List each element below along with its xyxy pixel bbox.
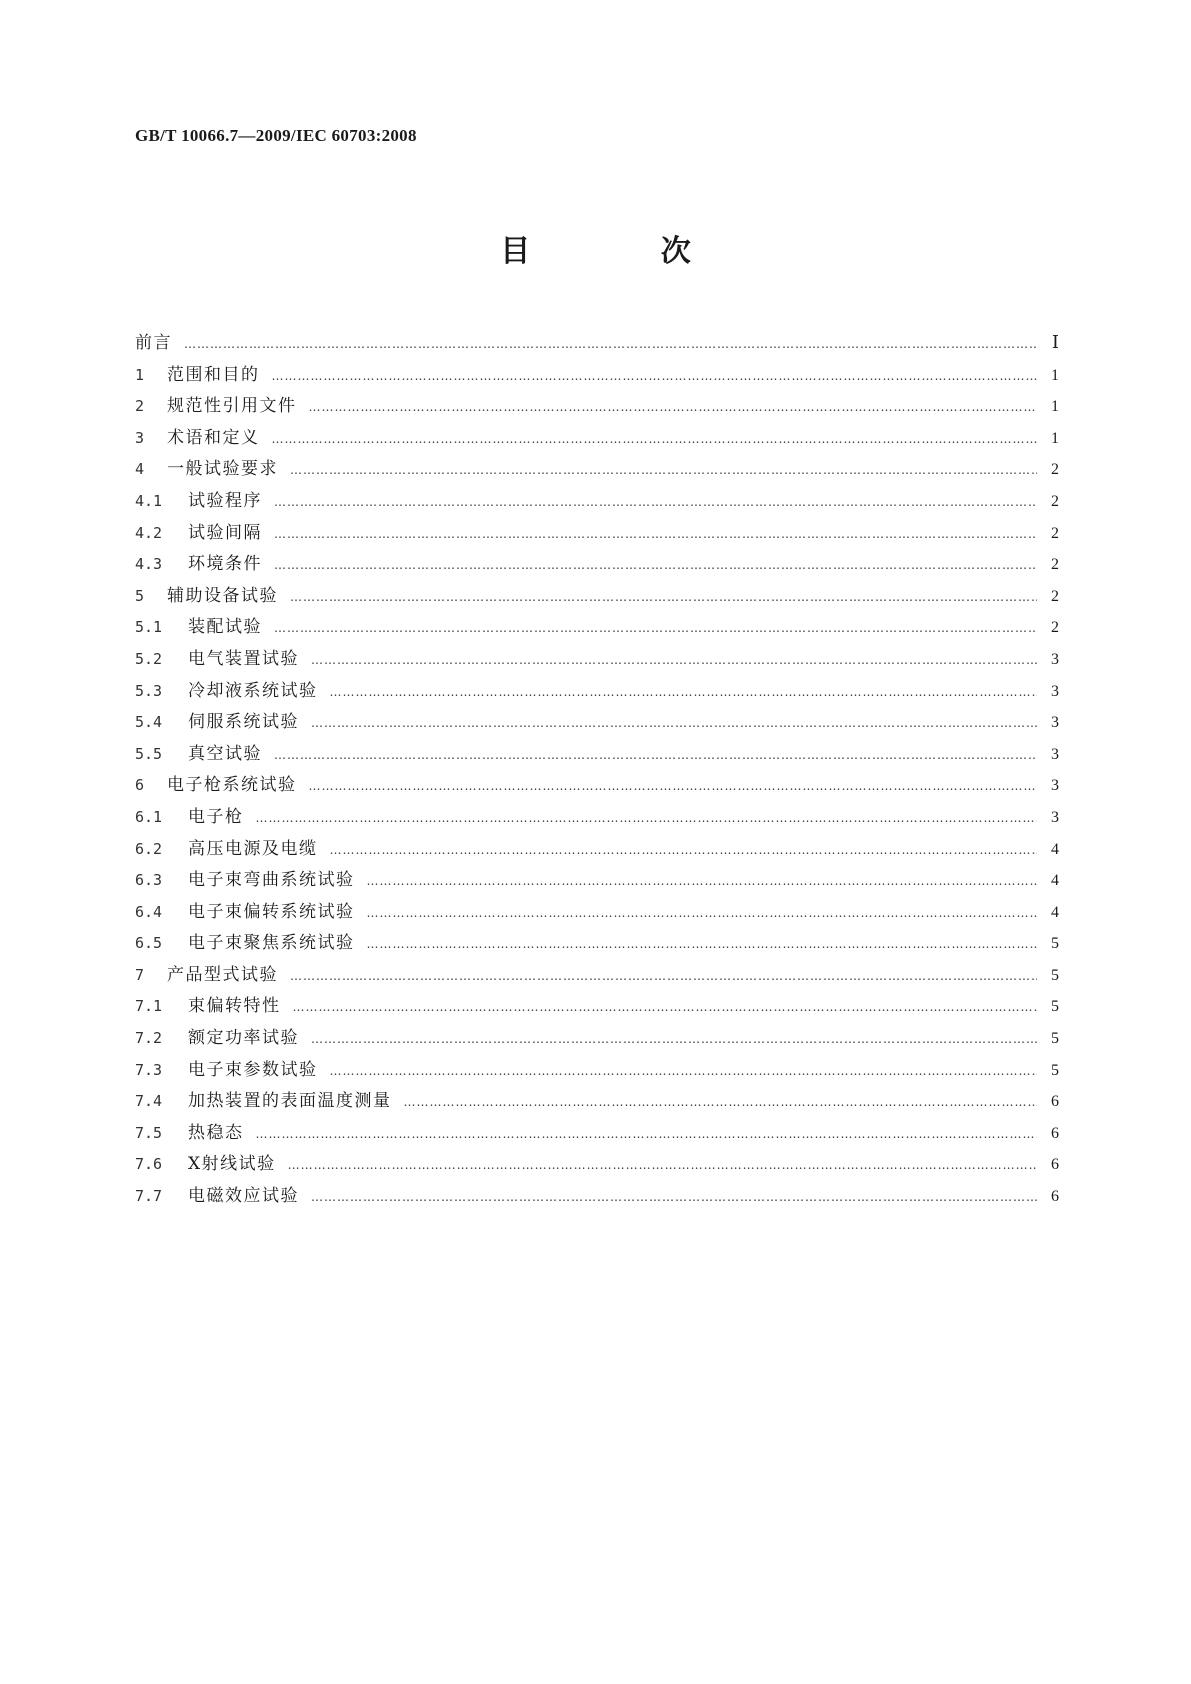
toc-entry-number: 6.3 — [135, 871, 163, 890]
toc-entry-page: 3 — [1051, 682, 1059, 700]
toc-entry-label: 电子枪系统试验 — [167, 775, 297, 796]
toc-entry-number: 7.2 — [135, 1029, 163, 1048]
toc-dot-leader — [184, 337, 1037, 351]
toc-dot-leader — [272, 432, 1038, 446]
toc-entry-label: 电磁效应试验 — [188, 1186, 299, 1207]
toc-entry-label: 环境条件 — [188, 554, 262, 575]
toc-entry-page: 5 — [1051, 935, 1059, 953]
toc-entry-page: 1 — [1051, 398, 1059, 416]
toc-entry-number: 6.2 — [135, 839, 163, 858]
toc-entry-label: 规范性引用文件 — [167, 396, 297, 417]
toc-entry-page: 6 — [1051, 1124, 1059, 1142]
toc-entry-number: 5.1 — [135, 618, 163, 637]
toc-entry-label: 电子束偏转系统试验 — [188, 901, 355, 922]
toc-entry-number: 7.3 — [135, 1060, 163, 1079]
toc-entry[interactable] — [135, 486, 1059, 518]
toc-entry-label: 辅助设备试验 — [167, 585, 278, 606]
toc-dot-leader — [290, 590, 1037, 604]
toc-entry[interactable] — [135, 865, 1059, 897]
toc-dot-leader — [274, 748, 1037, 762]
toc-entry[interactable] — [135, 1181, 1059, 1213]
toc-entry-page: 2 — [1051, 461, 1059, 479]
toc-entry[interactable] — [135, 707, 1059, 739]
toc-entry[interactable] — [135, 423, 1059, 455]
toc-entry[interactable] — [135, 802, 1059, 834]
toc-entry[interactable] — [135, 676, 1059, 708]
toc-entry[interactable] — [135, 1055, 1059, 1087]
toc-dot-leader — [274, 621, 1037, 635]
toc-dot-leader — [311, 1190, 1037, 1204]
toc-dot-leader — [330, 685, 1038, 699]
toc-dot-leader — [309, 400, 1038, 414]
toc-entry-number: 3 — [135, 428, 145, 447]
toc-dot-leader — [311, 716, 1037, 730]
toc-entry-number: 7.1 — [135, 997, 163, 1016]
toc-entry[interactable] — [135, 991, 1059, 1023]
toc-dot-leader — [288, 1158, 1037, 1172]
toc-entry-page: 6 — [1051, 1188, 1059, 1206]
toc-entry-page: 3 — [1051, 714, 1059, 732]
toc-entry[interactable] — [135, 454, 1059, 486]
toc-entry-label: 电子束弯曲系统试验 — [188, 870, 355, 891]
toc-entry-page: 4 — [1051, 840, 1059, 858]
toc-entry-label: 电气装置试验 — [188, 648, 299, 669]
toc-entry-number: 6 — [135, 776, 145, 795]
toc-entry-page: 3 — [1051, 650, 1059, 668]
toc-dot-leader — [290, 969, 1037, 983]
toc-entry-page: 3 — [1051, 745, 1059, 763]
toc-dot-leader — [311, 1032, 1037, 1046]
toc-entry-label: 试验间隔 — [188, 522, 262, 543]
toc-entry-label: 术语和定义 — [167, 427, 260, 448]
toc-entry-page: 4 — [1051, 872, 1059, 890]
toc-entry-number: 4 — [135, 460, 145, 479]
toc-entry-number: 4.1 — [135, 491, 163, 510]
toc-entry-page: 1 — [1051, 366, 1059, 384]
toc-entry-label: X射线试验 — [188, 1154, 276, 1175]
toc-entry[interactable] — [135, 644, 1059, 676]
toc-entry-label: 电子束参数试验 — [188, 1059, 318, 1080]
toc-dot-leader — [367, 937, 1038, 951]
toc-entry-number: 4.3 — [135, 555, 163, 574]
toc-entry-number: 2 — [135, 397, 145, 416]
toc-dot-leader — [330, 1064, 1038, 1078]
toc-entry-label: 加热装置的表面温度测量 — [188, 1091, 392, 1112]
toc-dot-leader — [330, 843, 1038, 857]
toc-entry-number: 5.2 — [135, 649, 163, 668]
toc-entry[interactable] — [135, 897, 1059, 929]
toc-dot-leader — [256, 811, 1038, 825]
toc-dot-leader — [256, 1127, 1038, 1141]
toc-dot-leader — [272, 369, 1038, 383]
toc-entry[interactable] — [135, 612, 1059, 644]
toc-entry-page: 6 — [1051, 1093, 1059, 1111]
toc-entry[interactable] — [135, 360, 1059, 392]
toc-entry-label: 热稳态 — [188, 1122, 244, 1143]
toc-entry-label: 额定功率试验 — [188, 1028, 299, 1049]
toc-dot-leader — [311, 653, 1037, 667]
toc-entry[interactable] — [135, 549, 1059, 581]
toc-entry-page: 5 — [1051, 1030, 1059, 1048]
toc-entry-label: 冷却液系统试验 — [188, 680, 318, 701]
toc-entry-page: 2 — [1051, 556, 1059, 574]
toc-entry-label: 电子枪 — [188, 806, 244, 827]
toc-entry-number: 1 — [135, 365, 145, 384]
toc-entry[interactable] — [135, 834, 1059, 866]
toc-dot-leader — [404, 1095, 1038, 1109]
toc-entry-page: 2 — [1051, 587, 1059, 605]
toc-entry-label: 试验程序 — [188, 490, 262, 511]
toc-entry-label: 装配试验 — [188, 617, 262, 638]
toc-title: 目 次 — [500, 234, 751, 269]
toc-entry[interactable] — [135, 960, 1059, 992]
toc-entry[interactable] — [135, 928, 1059, 960]
toc-entry-number: 5.5 — [135, 744, 163, 763]
toc-entry[interactable] — [135, 581, 1059, 613]
toc-entry-page: 5 — [1051, 966, 1059, 984]
toc-dot-leader — [293, 1000, 1038, 1014]
toc-entry-label: 束偏转特性 — [188, 996, 281, 1017]
toc-entry-number: 7.4 — [135, 1092, 163, 1111]
toc-entry[interactable] — [135, 1086, 1059, 1118]
toc-entry-page: 1 — [1051, 429, 1059, 447]
toc-entry[interactable] — [135, 1118, 1059, 1150]
toc-entry[interactable] — [135, 1149, 1059, 1181]
toc-entry-page: 6 — [1051, 1156, 1059, 1174]
toc-entry-number: 7.6 — [135, 1155, 163, 1174]
standard-number: GB/T 10066.7—2009/IEC 60703:2008 — [135, 126, 417, 145]
toc-entry-page: 2 — [1051, 524, 1059, 542]
toc-entry-label: 前言 — [135, 333, 172, 353]
toc-dot-leader — [367, 906, 1038, 920]
toc-entry-page: Ⅰ — [1051, 332, 1059, 352]
toc-entry-page: 3 — [1051, 808, 1059, 826]
toc-entry-label: 伺服系统试验 — [188, 712, 299, 733]
toc-entry-label: 范围和目的 — [167, 364, 260, 385]
toc-dot-leader — [274, 527, 1037, 541]
toc-entry-number: 6.4 — [135, 902, 163, 921]
toc-entry-number: 7.7 — [135, 1187, 163, 1206]
toc-entry-page: 5 — [1051, 1061, 1059, 1079]
toc-entry-number: 5.4 — [135, 713, 163, 732]
toc-dot-leader — [367, 874, 1038, 888]
toc-dot-leader — [274, 558, 1037, 572]
toc-dot-leader — [309, 779, 1038, 793]
toc-entry-number: 4.2 — [135, 523, 163, 542]
toc-entry-page: 2 — [1051, 492, 1059, 510]
toc-entry-number: 5 — [135, 586, 145, 605]
toc-entry[interactable] — [135, 328, 1059, 360]
toc-entry-page: 2 — [1051, 619, 1059, 637]
toc-entry-label: 一般试验要求 — [167, 459, 278, 480]
toc-entry[interactable] — [135, 1023, 1059, 1055]
toc-entry-page: 4 — [1051, 903, 1059, 921]
table-of-contents — [135, 328, 1059, 1213]
toc-dot-leader — [274, 495, 1037, 509]
toc-entry-number: 7.5 — [135, 1123, 163, 1142]
toc-entry-label: 产品型式试验 — [167, 964, 278, 985]
toc-entry-number: 7 — [135, 965, 145, 984]
toc-entry-label: 真空试验 — [188, 743, 262, 764]
toc-entry[interactable] — [135, 391, 1059, 423]
toc-entry-page: 5 — [1051, 998, 1059, 1016]
toc-entry[interactable] — [135, 518, 1059, 550]
toc-entry-label: 电子束聚焦系统试验 — [188, 933, 355, 954]
toc-entry-number: 6.5 — [135, 934, 163, 953]
toc-entry-number: 5.3 — [135, 681, 163, 700]
toc-entry-number: 6.1 — [135, 807, 163, 826]
toc-entry[interactable] — [135, 739, 1059, 771]
toc-dot-leader — [290, 463, 1037, 477]
toc-entry-page: 3 — [1051, 777, 1059, 795]
toc-entry[interactable] — [135, 770, 1059, 802]
toc-entry-label: 高压电源及电缆 — [188, 838, 318, 859]
